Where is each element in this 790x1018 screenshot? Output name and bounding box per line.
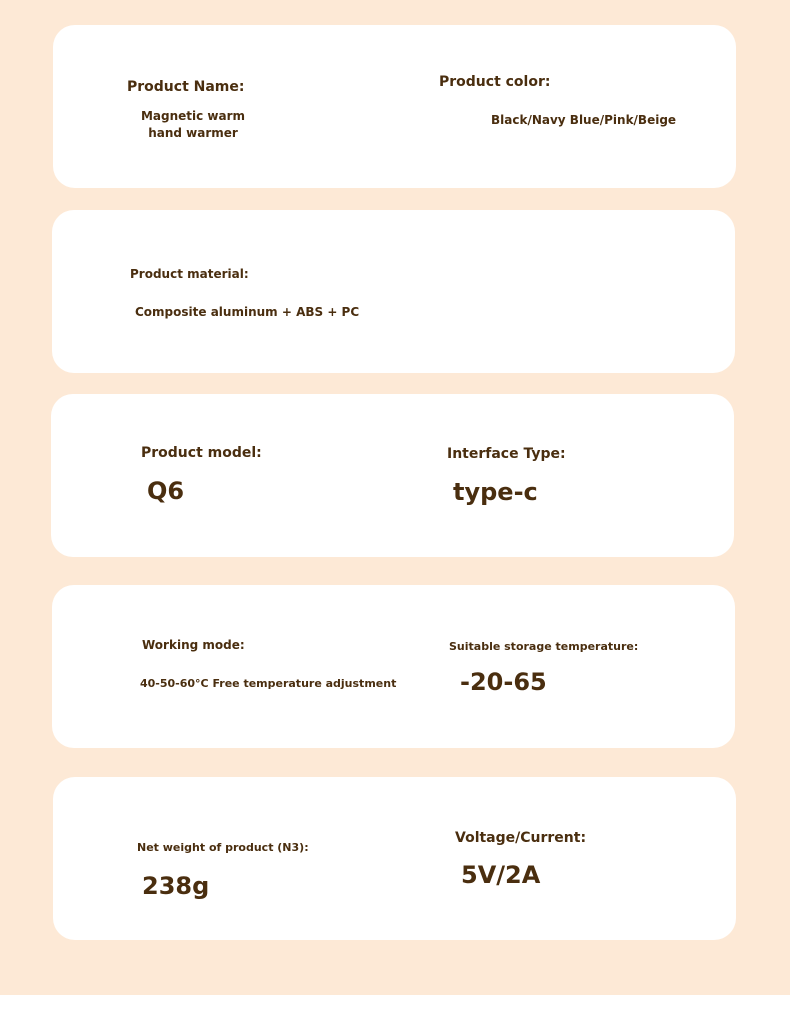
product-material-value: Composite aluminum + ABS + PC	[135, 305, 360, 319]
net-weight-label: Net weight of product (N3):	[137, 841, 309, 854]
spec-card-mode-storage	[52, 585, 735, 748]
product-model-value: Q6	[147, 477, 185, 505]
spec-card-model-interface	[51, 394, 734, 557]
product-name-value: Magnetic warm hand warmer	[140, 109, 246, 140]
product-model-label: Product model:	[141, 445, 262, 461]
working-mode-label: Working mode:	[142, 638, 245, 652]
bottom-strip	[0, 995, 790, 1018]
product-name-label: Product Name:	[127, 79, 245, 95]
working-mode-value: 40-50-60°C Free temperature adjustment	[140, 677, 397, 690]
product-color-label: Product color:	[439, 74, 551, 90]
product-color-value: Black/Navy Blue/Pink/Beige	[491, 113, 677, 127]
spec-card-name-color	[53, 25, 736, 188]
spec-card-weight-voltage	[53, 777, 736, 940]
spec-card-material	[52, 210, 735, 373]
interface-type-label: Interface Type:	[447, 446, 566, 462]
voltage-current-value: 5V/2A	[461, 861, 541, 889]
interface-type-value: type-c	[453, 478, 538, 506]
storage-temperature-value: -20-65	[460, 668, 547, 696]
storage-temperature-label: Suitable storage temperature:	[449, 640, 639, 653]
voltage-current-label: Voltage/Current:	[455, 830, 587, 846]
product-material-label: Product material:	[130, 267, 249, 281]
net-weight-value: 238g	[142, 872, 210, 900]
